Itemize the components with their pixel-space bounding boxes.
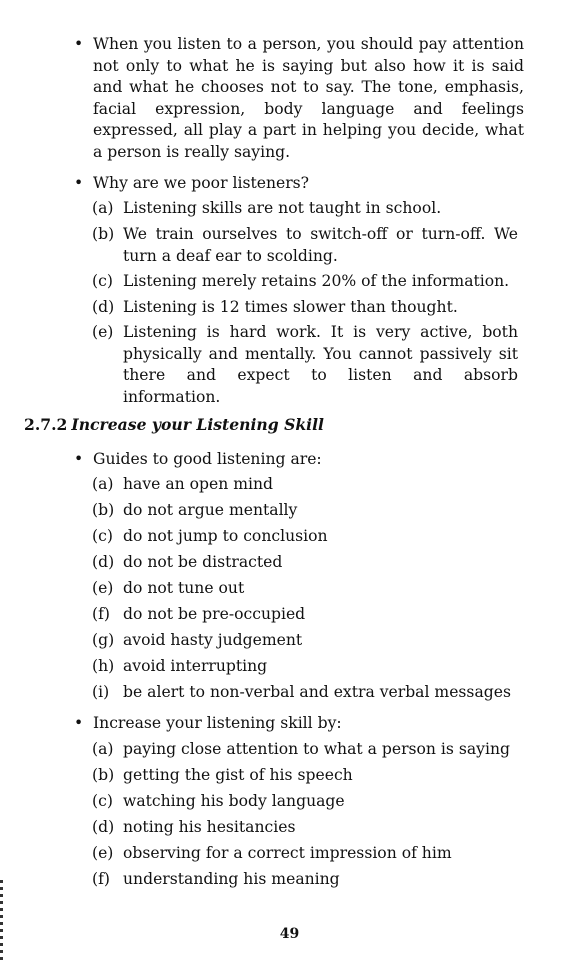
list-item <box>92 656 518 678</box>
list-item <box>92 198 518 220</box>
item-label: (f) <box>92 870 110 888</box>
item-text: We train ourselves to switch-off or turn-off. We turn a deaf ear to scolding. <box>123 225 518 265</box>
list-item <box>92 630 518 652</box>
item-text: be alert to non-verbal and extra verbal messages <box>123 683 511 701</box>
item-label: (d) <box>92 553 115 571</box>
list-item <box>92 604 518 626</box>
list-item <box>92 224 518 267</box>
item-label: (e) <box>92 579 114 597</box>
item-label: (a) <box>92 199 114 217</box>
item-text: Listening merely retains 20% of the information. <box>123 272 510 290</box>
list-item <box>92 739 518 761</box>
item-text: do not jump to conclusion <box>123 527 328 545</box>
bullet-text: Guides to good listening are: <box>93 450 322 468</box>
item-text: do not argue mentally <box>123 501 298 519</box>
scan-edge-mark <box>0 880 3 961</box>
list-item <box>92 817 518 839</box>
list-item <box>92 271 518 293</box>
list-item <box>92 526 518 548</box>
item-text: have an open mind <box>123 475 274 493</box>
item-label: (c) <box>92 272 113 290</box>
list-item <box>92 500 518 522</box>
item-label: (c) <box>92 527 113 545</box>
item-text: paying close attention to what a person is saying <box>123 740 510 758</box>
section-title: Increase your Listening Skill <box>71 415 324 434</box>
item-text: do not be distracted <box>123 553 283 571</box>
item-text: Listening is hard work. It is very active, both physically and mentally. You cannot passively sit there and expect to listen and absorb information. <box>123 323 518 406</box>
item-label: (e) <box>92 323 114 341</box>
item-label: (b) <box>92 766 115 784</box>
item-label: (h) <box>92 657 115 675</box>
section-heading <box>24 414 324 436</box>
list-item <box>92 297 518 319</box>
bullet-listening-attention <box>74 34 524 163</box>
item-text: getting the gist of his speech <box>123 766 353 784</box>
page-number: 49 <box>279 926 300 942</box>
item-text: avoid interrupting <box>123 657 268 675</box>
bullet-dot: • <box>74 714 84 732</box>
bullet-text: Why are we poor listeners? <box>93 174 310 192</box>
list-item <box>92 843 518 865</box>
bullet-dot: • <box>74 174 84 192</box>
list-item <box>92 322 518 408</box>
item-text: avoid hasty judgement <box>123 631 303 649</box>
item-text: watching his body language <box>123 792 345 810</box>
item-label: (c) <box>92 792 113 810</box>
bullet-poor-listeners <box>74 173 524 195</box>
item-text: do not tune out <box>123 579 245 597</box>
item-label: (g) <box>92 631 115 649</box>
list-item <box>92 474 518 496</box>
item-label: (d) <box>92 298 115 316</box>
bullet-guides <box>74 449 524 471</box>
list-item <box>92 765 518 787</box>
item-label: (f) <box>92 605 110 623</box>
item-text: noting his hesitancies <box>123 818 296 836</box>
item-label: (a) <box>92 740 114 758</box>
item-label: (b) <box>92 501 115 519</box>
item-label: (a) <box>92 475 114 493</box>
bullet-dot: • <box>74 450 84 468</box>
bullet-text: Increase your listening skill by: <box>93 714 342 732</box>
bullet-text: When you listen to a person, you should pay attention not only to what he is saying but also how it is said and what he chooses not to say. The tone, emphasis, facial expression, body language and feelings expressed, all play a part in helping you decide, what a person is really saying. <box>93 35 524 161</box>
item-text: do not be pre-occupied <box>123 605 306 623</box>
item-label: (d) <box>92 818 115 836</box>
item-label: (i) <box>92 683 110 701</box>
item-text: Listening skills are not taught in school. <box>123 199 442 217</box>
list-item <box>92 578 518 600</box>
list-item <box>92 869 518 891</box>
list-item <box>92 791 518 813</box>
section-number: 2.7.2 <box>24 415 68 434</box>
item-text: observing for a correct impression of him <box>123 844 452 862</box>
list-item <box>92 682 518 704</box>
list-item <box>92 552 518 574</box>
bullet-dot: • <box>74 35 84 53</box>
item-label: (e) <box>92 844 114 862</box>
item-text: understanding his meaning <box>123 870 340 888</box>
item-text: Listening is 12 times slower than thought. <box>123 298 458 316</box>
bullet-increase-skill <box>74 713 524 735</box>
item-label: (b) <box>92 225 115 243</box>
